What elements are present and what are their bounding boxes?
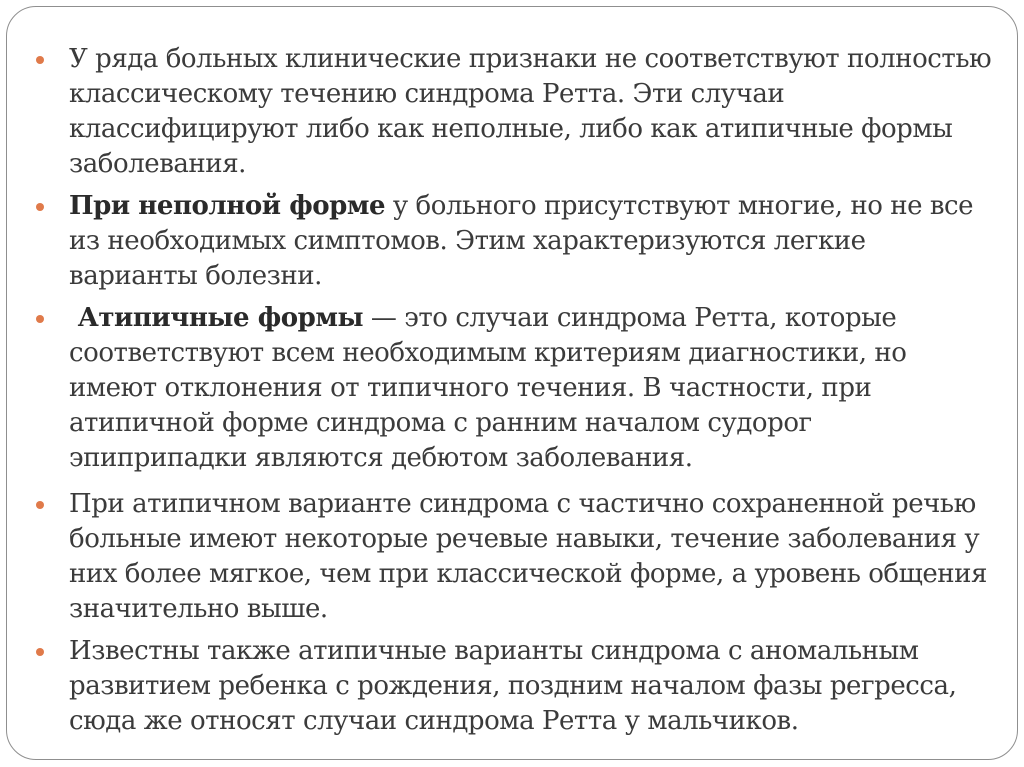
bullet-dot-icon	[36, 648, 44, 656]
bullet-item	[36, 301, 996, 476]
bullet-text: При атипичном варианте синдрома с частично сохраненной речью больные имеют некоторые речевые навыки, течение заболевания у них более мягкое, чем при классической форме, а уровень общения значительно выше.	[69, 489, 987, 624]
bullet-dot-icon	[36, 315, 44, 323]
bullet-dot-icon	[36, 501, 44, 509]
bullet-bold-text: Атипичные формы	[69, 303, 364, 333]
bullet-dot-icon	[36, 203, 44, 211]
bullet-item	[36, 42, 996, 182]
bullet-list	[36, 42, 996, 746]
bullet-dot-icon	[36, 56, 44, 64]
bullet-item	[36, 634, 996, 739]
bullet-item	[36, 487, 996, 627]
bullet-text: у больного присутствуют многие, но не все из необходимых симптомов. Этим характеризуются легкие варианты болезни.	[69, 191, 974, 291]
bullet-text: — это случаи синдрома Ретта, которые соответствуют всем необходимым критериям диагностики, но имеют отклонения от типичного течения. В частности, при атипичной форме синдрома с ранним началом судорог эпиприпадки являются дебютом заболевания.	[69, 303, 907, 473]
bullet-bold-text: При неполной форме	[69, 191, 386, 221]
bullet-text: Известны также атипичные варианты синдрома с аномальным развитием ребенка с рождения, поздним началом фазы регресса, сюда же относят случаи синдрома Ретта у мальчиков.	[69, 636, 957, 736]
bullet-item	[36, 189, 996, 294]
bullet-text: У ряда больных клинические признаки не соответствуют полностью классическому течению синдрома Ретта. Эти случаи классифицируют либо как неполные, либо как атипичные формы заболевания.	[69, 44, 992, 179]
